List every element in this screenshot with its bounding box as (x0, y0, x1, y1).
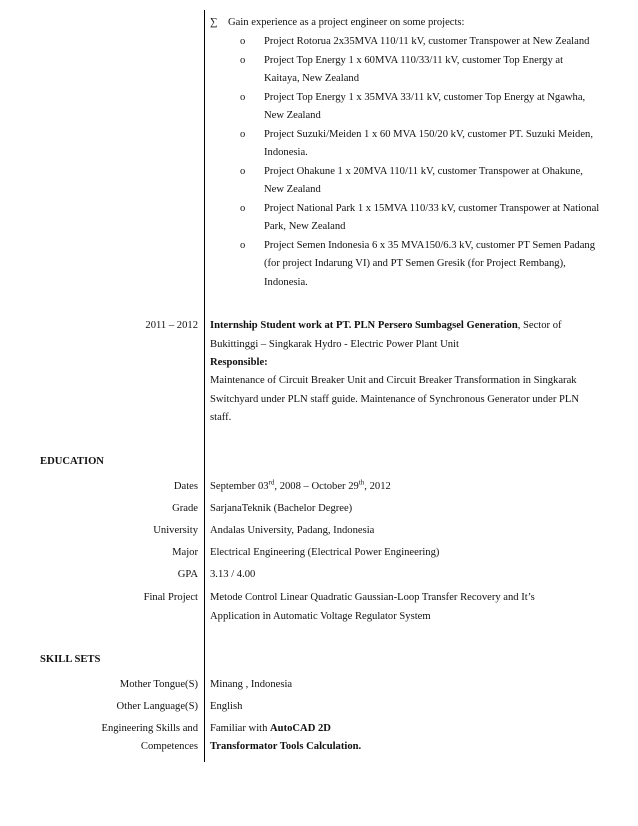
sum-bullet-icon: ∑ (210, 17, 218, 28)
competences-label: Competences (140, 741, 198, 752)
engineering-skill-autocad: Familiar with AutoCAD 2D (210, 723, 331, 734)
column-divider (204, 10, 205, 762)
university-value: Andalas University, Padang, Indonesia (210, 525, 375, 536)
grade-label: Grade (172, 503, 198, 514)
mother-tongue-label: Mother Tongue(S) (119, 679, 198, 690)
internship-title (210, 317, 600, 354)
circle-bullet-icon: o (240, 36, 246, 47)
circle-bullet-icon: o (240, 202, 246, 214)
major-value: Electrical Engineering (Electrical Power Engineering) (210, 547, 440, 558)
list-item: o Project Ohakune 1 x 20MVA 110/11 kV, customer Transpower at Ohakune, New Zealand (240, 163, 600, 200)
university-label: University (153, 525, 198, 536)
internship-title-rest: , Sector of Bukittinggi – Singkarak Hydro - Electric Power Plant Unit (210, 320, 562, 350)
circle-bullet-icon: o (240, 239, 246, 251)
final-project-value: Metode Control Linear Quadratic Gaussian-Loop Transfer Recovery and It’s Application in Automatic Voltage Regulator System (210, 592, 535, 622)
major-label: Major (172, 547, 198, 558)
project-list (240, 33, 600, 292)
internship-period: 2011 – 2012 (145, 320, 198, 331)
circle-bullet-icon: o (240, 128, 246, 140)
list-item: o Project Top Energy 1 x 35MVA 33/11 kV, customer Top Energy at Ngawha, New Zealand (240, 89, 600, 126)
gpa-label: GPA (177, 569, 198, 580)
list-item: o Project Rotorua 2x35MVA 110/11 kV, customer Transpower at New Zealand (240, 33, 600, 52)
final-project-label: Final Project (143, 592, 198, 603)
engineering-skills-label: Engineering Skills and (101, 723, 198, 734)
list-item: o Project Semen Indonesia 6 x 35 MVA150/6.3 kV, customer PT Semen Padang (for project Indarung VI) and PT Semen Gresik (for Project Rembang), Indonesia. (240, 237, 600, 293)
gpa-value: 3.13 / 4.00 (210, 569, 256, 580)
education-heading: EDUCATION (40, 456, 104, 467)
skills-heading: SKILL SETS (40, 654, 101, 665)
engineering-skill-transformator: Transformator Tools Calculation. (210, 741, 362, 752)
other-language-value: English (210, 701, 243, 712)
list-item: o Project National Park 1 x 15MVA 110/33 kV, customer Transpower at National Park, New Zealand (240, 200, 600, 237)
mother-tongue-value: Minang , Indonesia (210, 679, 293, 690)
gain-experience-text: Gain experience as a project engineer on some projects: (228, 17, 465, 28)
gain-experience-line (210, 14, 610, 32)
circle-bullet-icon: o (240, 165, 246, 177)
dates-value: September 03rd, 2008 – October 29th, 2012 (210, 478, 391, 492)
internship-title-bold: Internship Student work at PT. PLN Persero Sumbagsel Generation (210, 320, 518, 331)
dates-label: Dates (173, 481, 198, 492)
circle-bullet-icon: o (240, 91, 246, 103)
circle-bullet-icon: o (240, 54, 246, 66)
responsible-label: Responsible: (210, 357, 268, 368)
other-language-label: Other Language(S) (116, 701, 198, 712)
list-item: o Project Suzuki/Meiden 1 x 60 MVA 150/20 kV, customer PT. Suzuki Meiden, Indonesia. (240, 126, 600, 163)
list-item: o Project Top Energy 1 x 60MVA 110/33/11 kV, customer Top Energy at Kaitaya, New Zealand (240, 52, 600, 89)
grade-value: SarjanaTeknik (Bachelor Degree) (210, 503, 353, 514)
internship-description: Maintenance of Circuit Breaker Unit and Circuit Breaker Transformation in Singkarak Switchyard under PLN staff guide. Maintenance of Synchronous Generator under PLN staff. (210, 375, 580, 423)
